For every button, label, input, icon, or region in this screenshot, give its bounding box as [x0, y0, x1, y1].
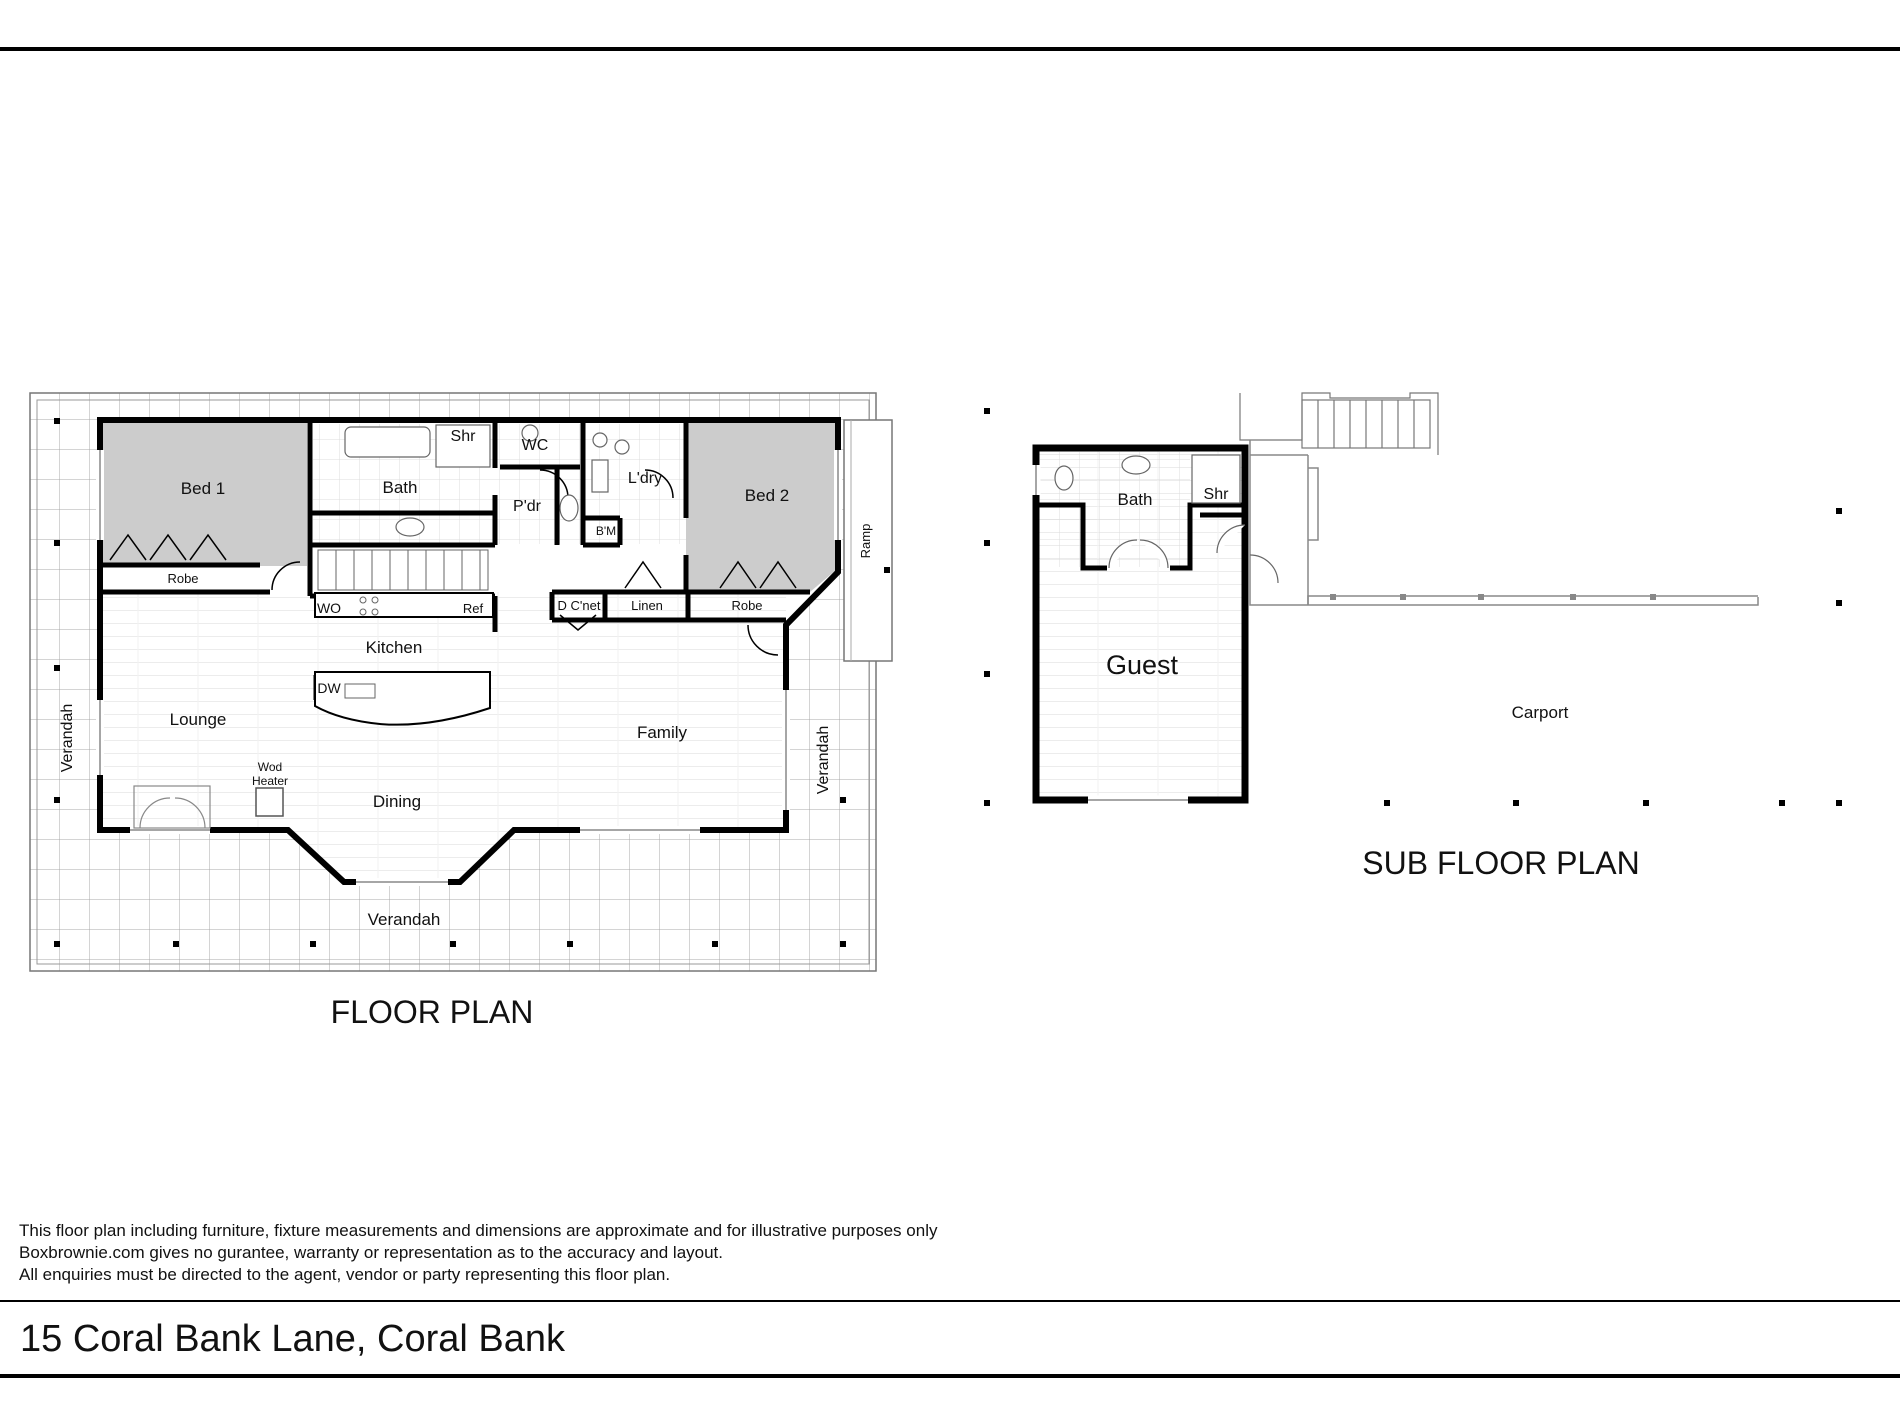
- disclaimer-line-3: All enquiries must be directed to the agent, vendor or party representing this floor plan.: [19, 1265, 671, 1284]
- room-label-verandah-left: Verandah: [59, 703, 76, 773]
- room-label-wc: WC: [521, 437, 549, 454]
- property-address: 15 Coral Bank Lane, Coral Bank: [20, 1318, 565, 1360]
- room-label-lounge: Lounge: [169, 710, 227, 729]
- room-label-shr: Shr: [450, 428, 476, 445]
- sub-floor-plan-title: SUB FLOOR PLAN: [1362, 845, 1640, 881]
- room-label-bath: Bath: [382, 478, 418, 497]
- room-label-ldry: L'dry: [627, 470, 663, 487]
- floor-plan: [30, 393, 892, 1030]
- sub-room-label-carport: Carport: [1511, 703, 1569, 722]
- room-label-wo: WO: [316, 600, 342, 616]
- room-label-dw: DW: [317, 680, 341, 696]
- carport-outline: [1250, 440, 1758, 605]
- floor-plan-title: FLOOR PLAN: [330, 994, 534, 1030]
- room-label-pdr: P'dr: [513, 498, 541, 515]
- room-label-verandah-bottom: Verandah: [367, 910, 441, 929]
- room-label-family: Family: [636, 723, 688, 742]
- room-label-bed1: Bed 1: [180, 479, 226, 498]
- wood-heater: [256, 788, 283, 816]
- bed2-floor: [686, 423, 836, 592]
- sub-room-label-shr: Shr: [1203, 486, 1229, 503]
- room-label-ramp: Ramp: [858, 523, 873, 559]
- room-label-robe2: Robe: [731, 598, 763, 613]
- room-label-ref: Ref: [462, 601, 484, 616]
- room-label-bed2: Bed 2: [744, 486, 790, 505]
- room-label-dcnet: D C'net: [557, 598, 601, 613]
- sub-floor-plan: [984, 393, 1842, 881]
- disclaimer-line-1: This floor plan including furniture, fixture measurements and dimensions are approximate and for illustrative purposes only: [19, 1221, 938, 1240]
- room-label-bm: B'M: [595, 524, 617, 538]
- room-label-kitchen: Kitchen: [365, 638, 423, 657]
- room-label-robe1: Robe: [167, 571, 199, 586]
- disclaimer-line-2: Boxbrownie.com gives no gurantee, warranty or representation as to the accuracy and layout.: [19, 1243, 723, 1262]
- sub-staircase: [1240, 393, 1438, 455]
- disclaimer: [19, 1220, 937, 1286]
- room-label-wood-heater-1: Wod: [257, 760, 283, 774]
- carport-beam-marks: [1330, 594, 1656, 600]
- room-label-dining: Dining: [372, 792, 422, 811]
- sub-room-label-bath: Bath: [1117, 490, 1153, 509]
- room-label-wood-heater-2: Heater: [251, 774, 289, 788]
- room-label-linen: Linen: [631, 598, 663, 613]
- room-label-verandah-right: Verandah: [815, 725, 832, 795]
- sub-room-label-guest: Guest: [1105, 650, 1179, 680]
